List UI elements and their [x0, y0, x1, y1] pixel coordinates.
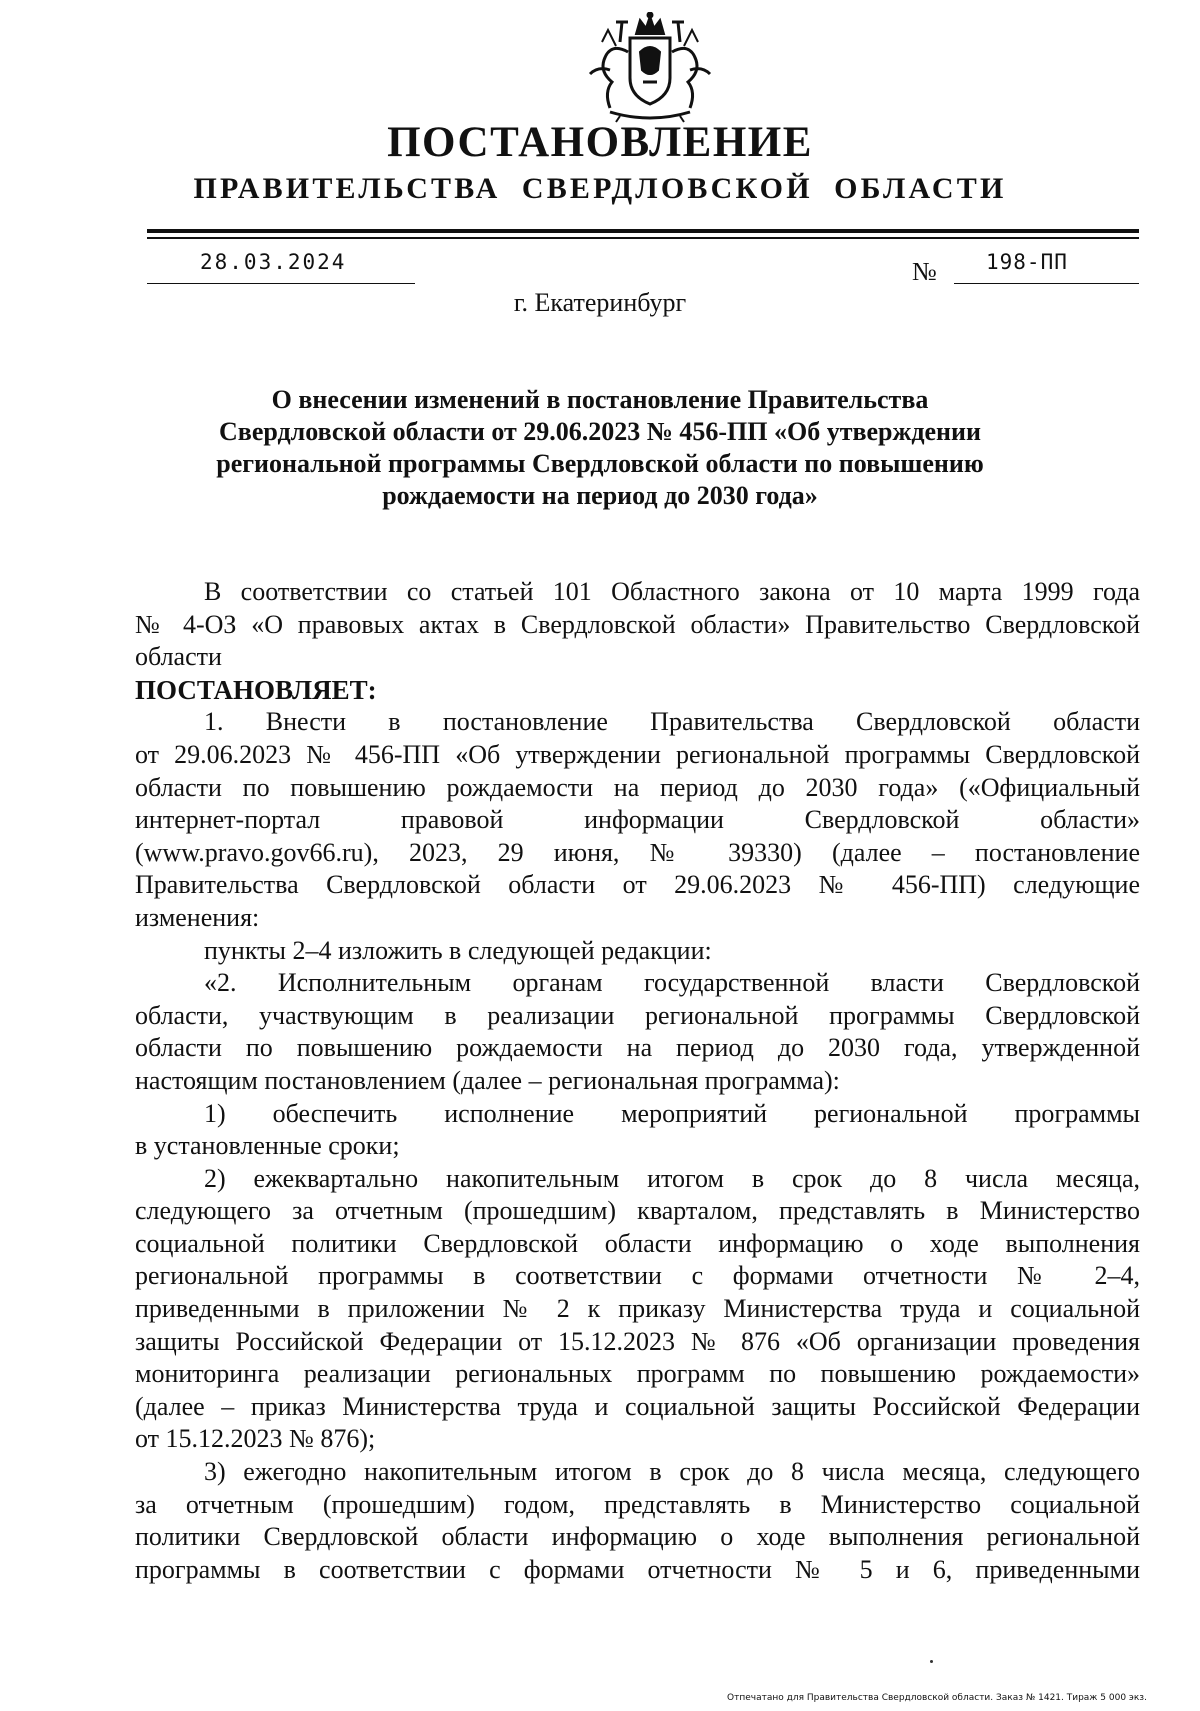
document-date: 28.03.2024: [200, 250, 347, 274]
body-line: изменения:: [135, 902, 260, 932]
body-line: мониторинга реализации региональных программ по повышению рождаемости»: [135, 1359, 1140, 1389]
coat-of-arms-icon: [580, 12, 720, 124]
heading-line: региональной программы Свердловской области по повышению: [216, 449, 984, 478]
resolves-heading: ПОСТАНОВЛЯЕТ:: [135, 674, 377, 705]
body-line: (далее – приказ Министерства труда и социальной защиты Российской Федерации: [135, 1391, 1140, 1421]
body-line: области, участвующим в реализации региональной программы Свердловской: [135, 1000, 1140, 1030]
body-line: В соответствии со статьей 101 Областного закона от 10 марта 1999 года: [204, 577, 1140, 606]
header-divider-thick: [147, 229, 1139, 233]
body-line: № 4-ОЗ «О правовых актах в Свердловской области» Правительство Свердловской: [135, 609, 1140, 639]
number-underline: [954, 283, 1139, 284]
body-line: приведенными в приложении № 2 к приказу Министерства труда и социальной: [135, 1294, 1140, 1324]
body-line: (www.pravo.gov66.ru), 2023, 29 июня, № 39330) (далее – постановление: [135, 837, 1140, 867]
body-line: области по повышению рождаемости на период до 2030 года» («Официальный: [135, 772, 1140, 802]
body-line: 1) обеспечить исполнение мероприятий региональной программы: [204, 1098, 1140, 1128]
body-line: от 15.12.2023 № 876);: [135, 1424, 376, 1454]
document-body: [135, 576, 1140, 1586]
body-line: 1. Внести в постановление Правительства Свердловской области: [204, 707, 1140, 737]
document-type-title: ПОСТАНОВЛЕНИЕ: [387, 119, 813, 166]
body-line: 2) ежеквартально накопительным итогом в срок до 8 числа месяца,: [204, 1163, 1140, 1193]
body-line: настоящим постановлением (далее – региональная программа):: [135, 1065, 840, 1095]
body-line: за отчетным (прошедшим) годом, представлять в Министерство социальной: [135, 1489, 1140, 1519]
body-line: от 29.06.2023 № 456-ПП «Об утверждении региональной программы Свердловской: [135, 739, 1140, 769]
document-heading: [0, 384, 1200, 512]
body-line: области: [135, 642, 222, 672]
print-note: Отпечатано для Правительства Свердловской области. Заказ № 1421. Тираж 5 000 экз.: [727, 1693, 1147, 1703]
heading-line: О внесении изменений в постановление Правительства: [271, 385, 929, 414]
body-line: Правительства Свердловской области от 29.06.2023 № 456-ПП) следующие: [135, 870, 1140, 900]
header-divider-thin: [147, 237, 1139, 239]
body-line: «2. Исполнительным органам государственной власти Свердловской: [204, 968, 1140, 998]
body-line: защиты Российской Федерации от 15.12.2023 № 876 «Об организации проведения: [135, 1326, 1140, 1356]
scan-speck: [930, 1660, 933, 1663]
number-sign: №: [912, 257, 937, 286]
body-line: социальной политики Свердловской области информацию о ходе выполнения: [135, 1228, 1140, 1258]
body-line: политики Свердловской области информацию о ходе выполнения региональной: [135, 1522, 1140, 1552]
body-line: 3) ежегодно накопительным итогом в срок до 8 числа месяца, следующего: [204, 1457, 1140, 1487]
date-underline: [147, 283, 415, 284]
body-line: области по повышению рождаемости на период до 2030 года, утвержденной: [135, 1033, 1140, 1063]
document-number: 198-ПП: [986, 250, 1068, 274]
heading-line: Свердловской области от 29.06.2023 № 456-ПП «Об утверждении: [219, 417, 981, 446]
issuer-title: ПРАВИТЕЛЬСТВА СВЕРДЛОВСКОЙ ОБЛАСТИ: [193, 172, 1007, 205]
body-line: интернет-портал правовой информации Свердловской области»: [135, 805, 1140, 835]
body-line: следующего за отчетным (прошедшим) кварталом, представлять в Министерство: [135, 1196, 1140, 1226]
body-line: в установленные сроки;: [135, 1131, 400, 1161]
body-line: региональной программы в соответствии с формами отчетности № 2–4,: [135, 1261, 1140, 1291]
body-line: программы в соответствии с формами отчетности № 5 и 6, приведенными: [135, 1554, 1140, 1584]
body-line: пункты 2–4 изложить в следующей редакции:: [204, 935, 712, 965]
issue-city: г. Екатеринбург: [513, 288, 687, 317]
heading-line: рождаемости на период до 2030 года»: [382, 481, 818, 510]
